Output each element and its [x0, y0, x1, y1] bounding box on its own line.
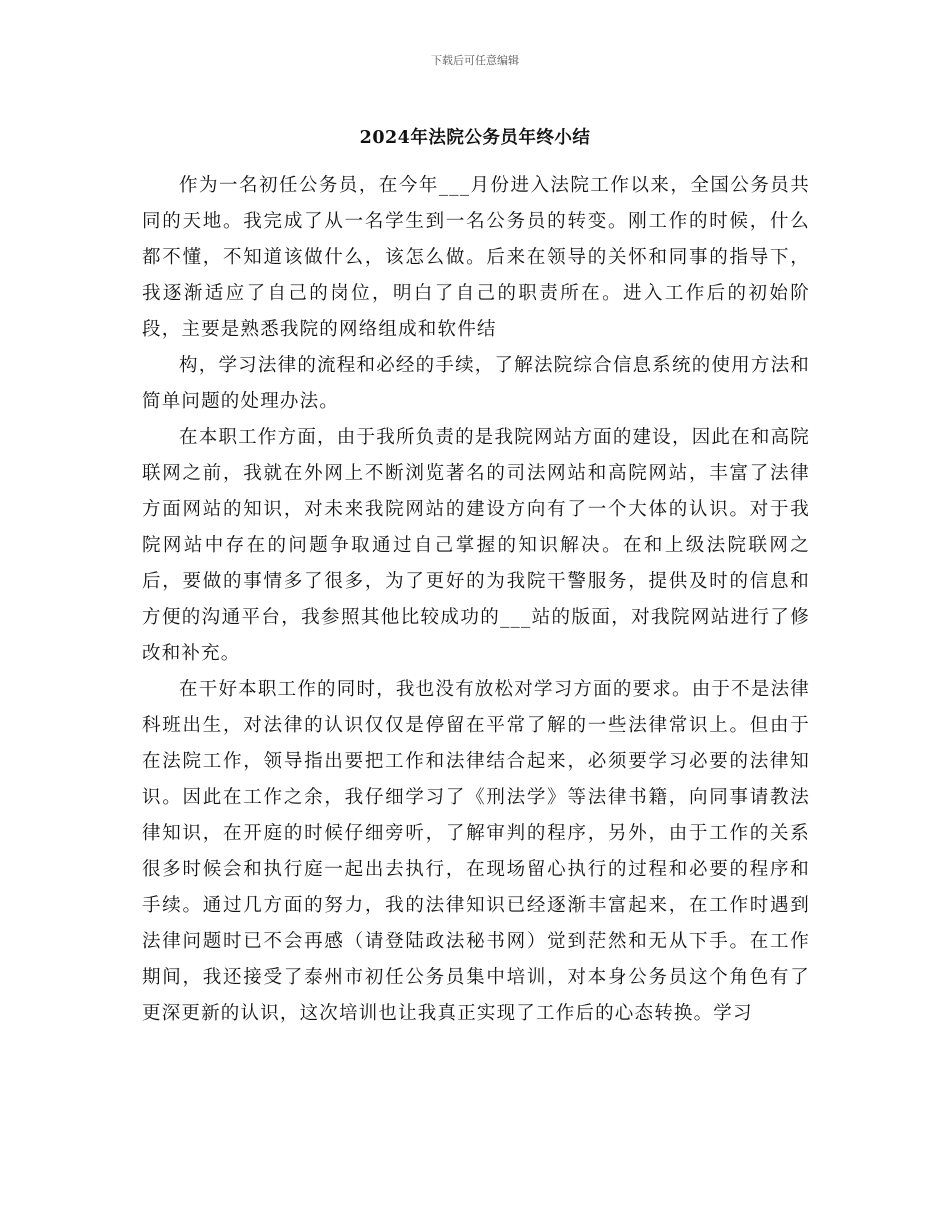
- document-title: 2024年法院公务员年终小结: [359, 128, 591, 148]
- document-body: [142, 168, 810, 1032]
- paragraph: 在本职工作方面，由于我所负责的是我院网站方面的建设，因此在和高院联网之前，我就在外网上不断浏览著名的司法网站和高院网站，丰富了法律方面网站的知识，对未来我院网站的建设方向有了一个大体的认识。对于我院网站中存在的问题争取通过自己掌握的知识解决。在和上级法院联网之后，要做的事情多了很多，为了更好的为我院干警服务，提供及时的信息和方便的沟通平台，我参照其他比较成功的___站的版面，对我院网站进行了修改和补充。: [142, 427, 810, 664]
- page-header: 下载后可任意编辑: [431, 54, 519, 67]
- paragraph: 构，学习法律的流程和必经的手续，了解法院综合信息系统的使用方法和简单问题的处理办法。: [142, 355, 810, 412]
- paragraph: 作为一名初任公务员，在今年___月份进入法院工作以来，全国公务员共同的天地。我完成了从一名学生到一名公务员的转变。刚工作的时候，什么都不懂，不知道该做什么，该怎么做。后来在领导的关怀和同事的指导下，我逐渐适应了自己的岗位，明白了自己的职责所在。进入工作后的初始阶段，主要是熟悉我院的网络组成和软件结: [142, 175, 810, 340]
- paragraph: 在干好本职工作的同时，我也没有放松对学习方面的要求。由于不是法律科班出生，对法律的认识仅仅是停留在平常了解的一些法律常识上。但由于在法院工作，领导指出要把工作和法律结合起来，必须要学习必要的法律知识。因此在工作之余，我仔细学习了《刑法学》等法律书籍，向同事请教法律知识，在开庭的时候仔细旁听，了解审判的程序，另外，由于工作的关系很多时候会和执行庭一起出去执行，在现场留心执行的过程和必要的程序和手续。通过几方面的努力，我的法律知识已经逐渐丰富起来，在工作时遇到法律问题时已不会再感（请登陆政法秘书网）觉到茫然和无从下手。在工作期间，我还接受了泰州市初任公务员集中培训，对本身公务员这个角色有了更深更新的认识，这次培训也让我真正实现了工作后的心态转换。学习: [142, 679, 810, 1024]
